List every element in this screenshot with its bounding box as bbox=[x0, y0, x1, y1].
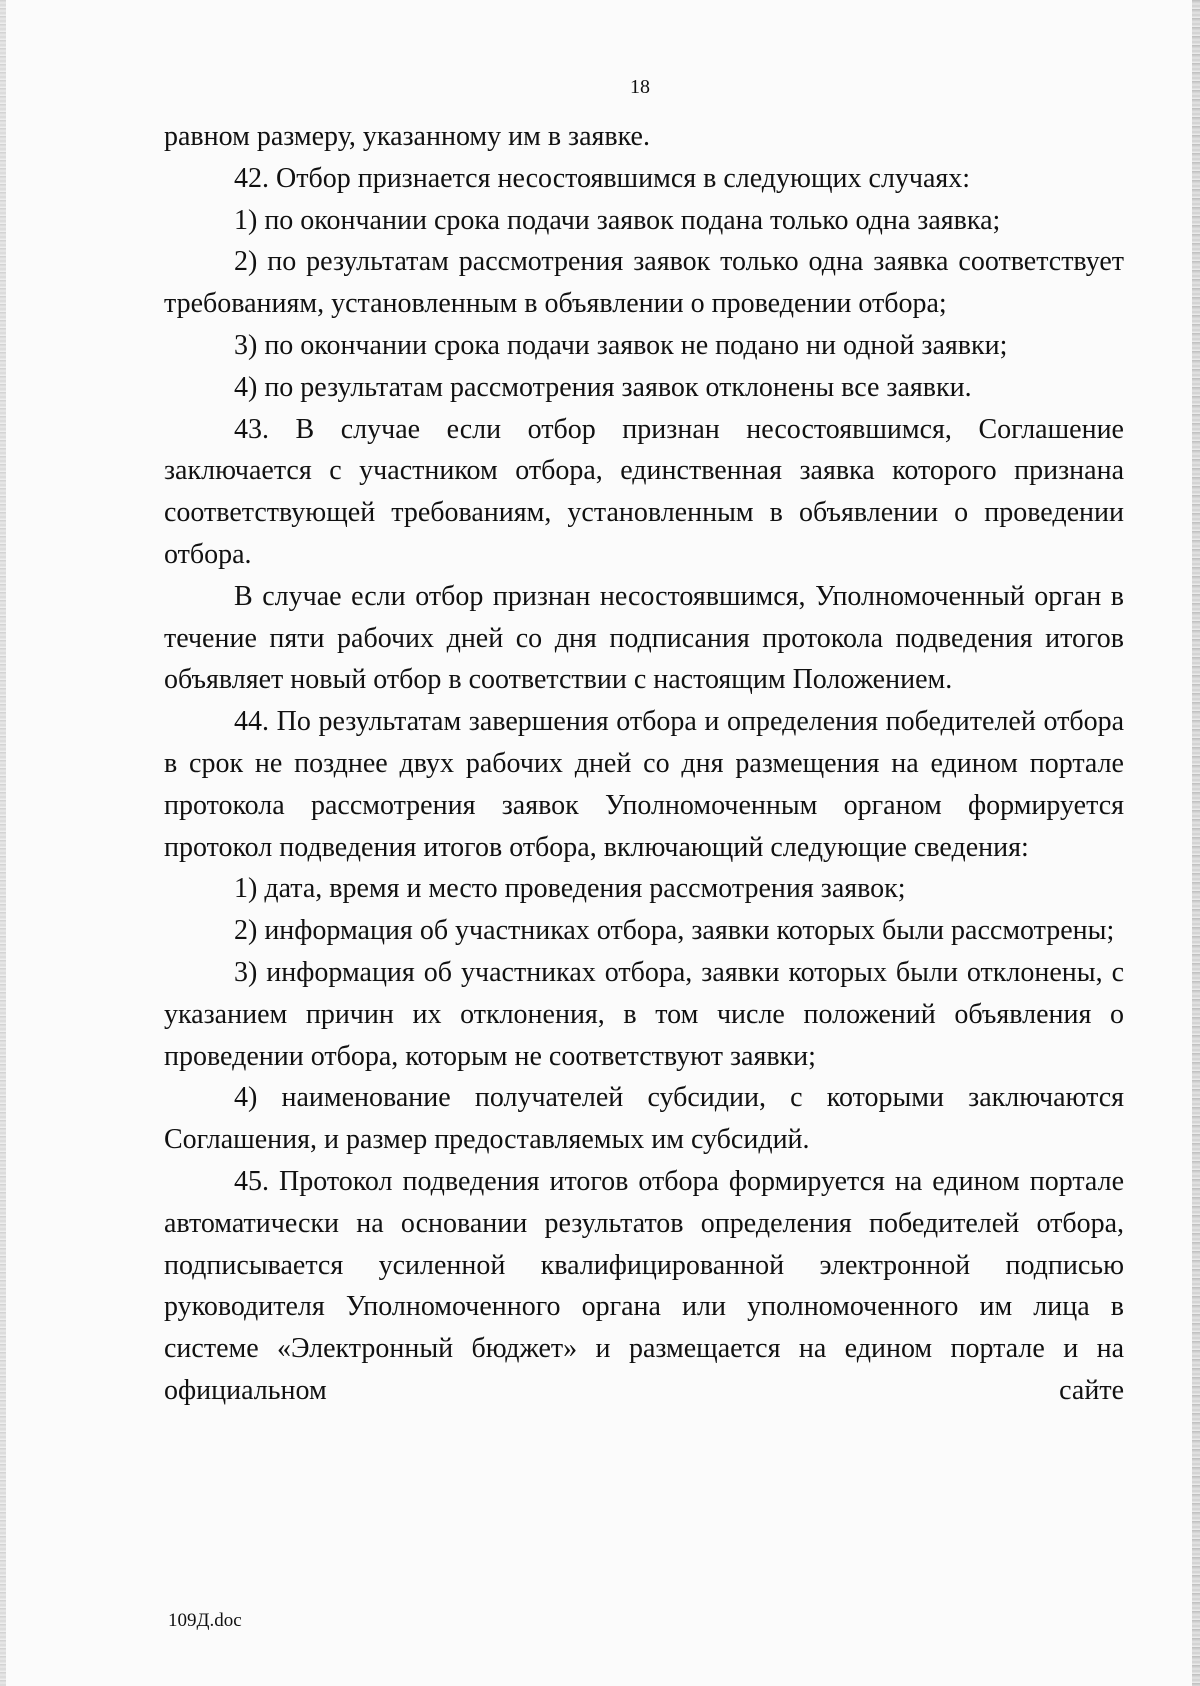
footer-filename: 109Д.doc bbox=[168, 1610, 242, 1631]
paragraph: 43. В случае если отбор признан несостоявшимся, Соглашение заключается с участником отбора, единственная заявка которого признана соответствующей требованиям, установленным в объявлении о проведении отбора. bbox=[164, 413, 1124, 570]
paragraph: 4) по результатам рассмотрения заявок отклонены все заявки. bbox=[234, 371, 972, 403]
paragraph: 3) информация об участниках отбора, заявки которых были отклонены, с указанием причин их отклонения, в том числе положений объявления о проведении отбора, которым не соответствуют заявки; bbox=[164, 956, 1124, 1072]
paragraph: равном размеру, указанному им в заявке. bbox=[164, 121, 650, 152]
paragraph: 2) по результатам рассмотрения заявок только одна заявка соответствует требованиям, установленным в объявлении о проведении отбора; bbox=[164, 246, 1124, 320]
paragraph: 45. Протокол подведения итогов отбора формируется на едином портале автоматически на основании результатов определения победителей отбора, подписывается усиленной квалифицированной электронной подписью руководителя Уполномоченного органа или уполномоченного им лица в системе «Электронный бюджет» и размещается на едином портале и на официальном сайте bbox=[164, 1165, 1124, 1406]
scan-edge-right bbox=[1192, 0, 1200, 1686]
paragraph: 1) дата, время и место проведения рассмотрения заявок; bbox=[234, 873, 906, 905]
paragraph: 44. По результатам завершения отбора и определения победителей отбора в срок не позднее двух рабочих дней со дня размещения на едином портале протокола рассмотрения заявок Уполномоченным органом формируется протокол подведения итогов отбора, включающий следующие сведения: bbox=[164, 706, 1124, 863]
paragraph: 1) по окончании срока подачи заявок подана только одна заявка; bbox=[234, 204, 1001, 236]
page-number: 18 bbox=[630, 76, 650, 98]
paragraph: 42. Отбор признается несостоявшимся в следующих случаях: bbox=[234, 162, 971, 194]
paragraph: 4) наименование получателей субсидии, с которыми заключаются Соглашения, и размер предоставляемых им субсидий. bbox=[164, 1082, 1124, 1156]
scan-edge-left bbox=[0, 0, 6, 1686]
document-body bbox=[164, 116, 1124, 1412]
paragraph: 2) информация об участниках отбора, заявки которых были рассмотрены; bbox=[234, 915, 1115, 947]
paragraph: 3) по окончании срока подачи заявок не подано ни одной заявки; bbox=[234, 329, 1008, 361]
paragraph: В случае если отбор признан несостоявшимся, Уполномоченный орган в течение пяти рабочих дней со дня подписания протокола подведения итогов объявляет новый отбор в соответствии с настоящим Положением. bbox=[164, 580, 1124, 696]
